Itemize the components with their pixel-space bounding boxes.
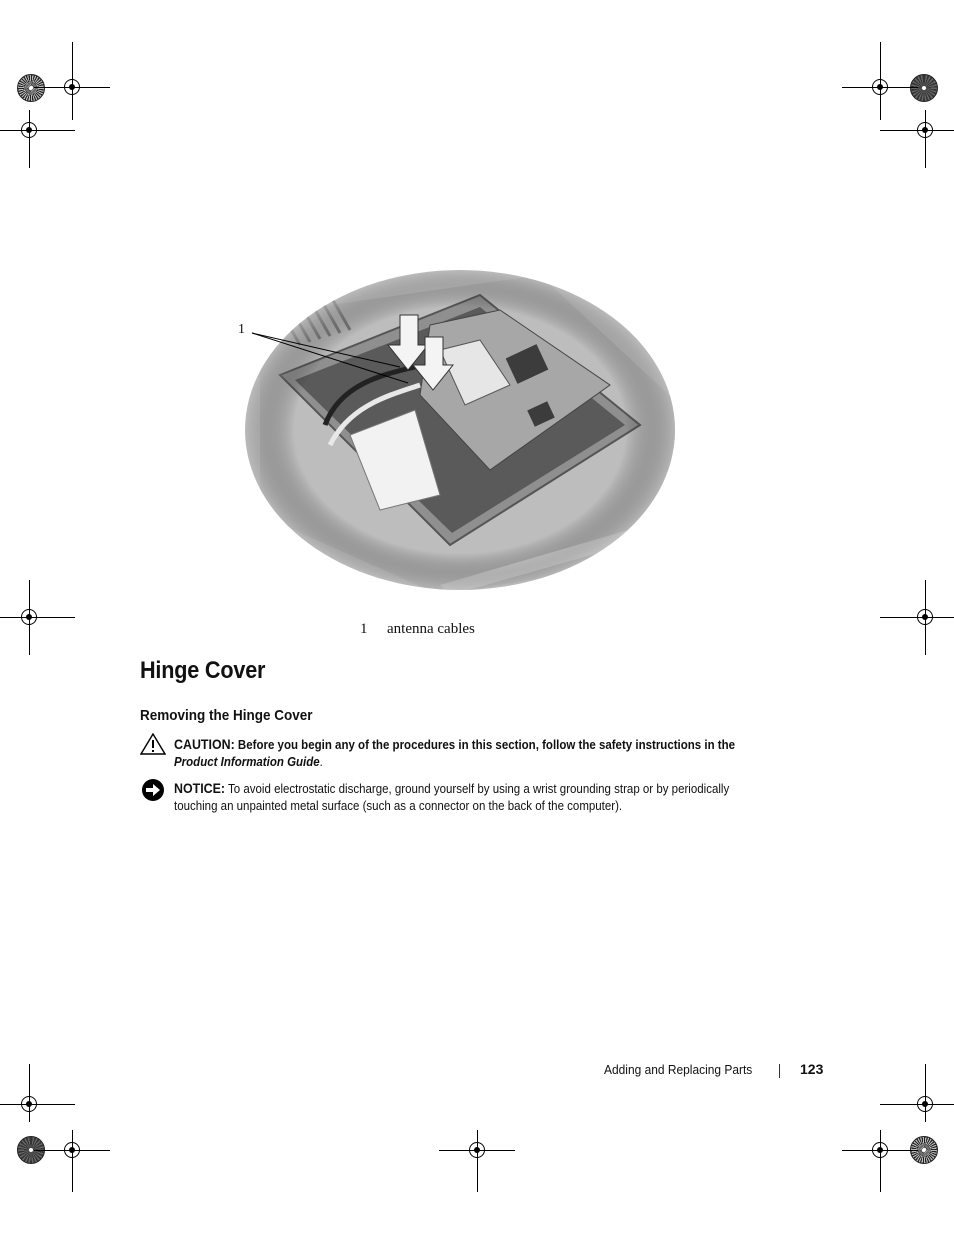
caution-end: . [319, 755, 323, 769]
caution-triangle-icon [140, 733, 166, 755]
caution-note [174, 736, 763, 771]
notice-text: To avoid electrostatic discharge, ground yourself by using a wrist grounding strap or by periodically touching an unpainted metal surface (such as a connector on the back of the computer). [174, 782, 730, 813]
caption-label: antenna cables [387, 621, 475, 637]
notice-label: NOTICE: [174, 781, 226, 796]
section-title: Hinge Cover [140, 657, 266, 684]
page-number: 123 [800, 1061, 824, 1077]
notice-arrow-icon [141, 778, 165, 802]
subsection-title: Removing the Hinge Cover [140, 707, 313, 724]
footer-separator [779, 1064, 780, 1078]
product-information-guide: Product Information Guide [174, 755, 320, 769]
antenna-cables-illustration [240, 255, 680, 595]
footer-chapter: Adding and Replacing Parts [604, 1062, 753, 1077]
laptop-bottom-illustration [240, 255, 680, 595]
notice-note [174, 780, 763, 815]
callout-number: 1 [238, 322, 245, 337]
caution-label: CAUTION: [174, 737, 235, 752]
registration-star-icon [17, 74, 45, 102]
registration-star-icon [910, 74, 938, 102]
caution-text: Before you begin any of the procedures in this section, follow the safety instructions in the [237, 738, 736, 752]
caption-number: 1 [360, 621, 368, 637]
